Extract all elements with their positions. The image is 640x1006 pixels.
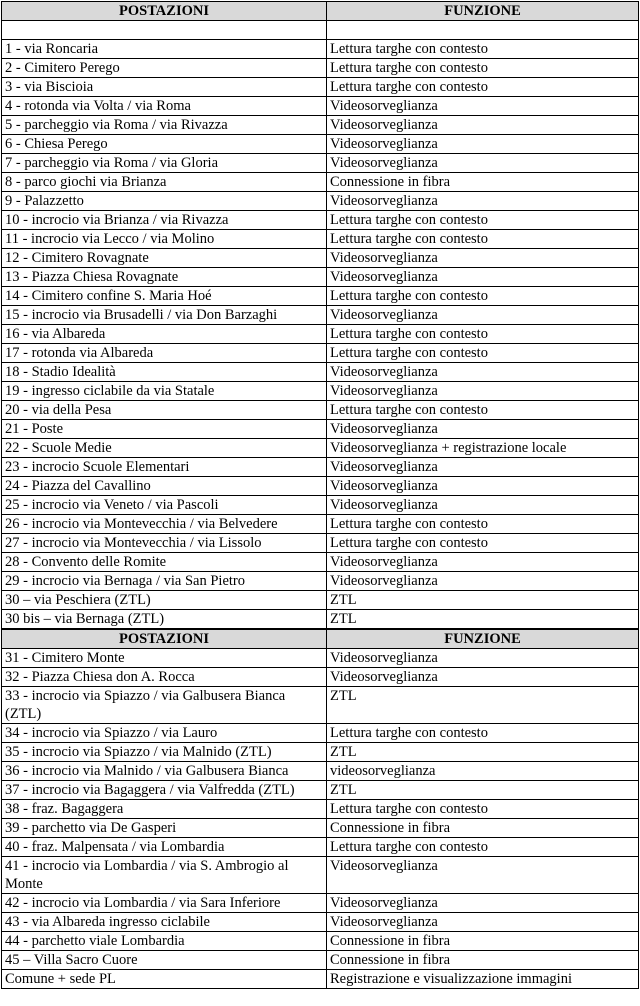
postazione-cell: 37 - incrocio via Bagaggera / via Valfredda (ZTL) (2, 781, 327, 800)
postazione-cell: 34 - incrocio via Spiazzo / via Lauro (2, 724, 327, 743)
table-row (2, 97, 639, 116)
postazione-cell: 13 - Piazza Chiesa Rovagnate (2, 268, 327, 287)
funzione-cell: Videosorveglianza (327, 857, 639, 894)
postazione-cell: 23 - incrocio Scuole Elementari (2, 458, 327, 477)
postazione-cell: 24 - Piazza del Cavallino (2, 477, 327, 496)
table-row (2, 819, 639, 838)
table-row (2, 970, 639, 989)
postazione-cell: 32 - Piazza Chiesa don A. Rocca (2, 668, 327, 687)
postazione-cell: 45 – Villa Sacro Cuore (2, 951, 327, 970)
table-row (2, 401, 639, 420)
table-row (2, 382, 639, 401)
table-row (2, 344, 639, 363)
table-row (2, 572, 639, 591)
header-postazioni: POSTAZIONI (2, 2, 327, 21)
postazione-cell: 6 - Chiesa Perego (2, 135, 327, 154)
funzione-cell: Videosorveglianza (327, 458, 639, 477)
postazione-cell: 7 - parcheggio via Roma / via Gloria (2, 154, 327, 173)
funzione-cell: Lettura targhe con contesto (327, 230, 639, 249)
table-row (2, 268, 639, 287)
table-row (2, 838, 639, 857)
postazione-cell: 17 - rotonda via Albareda (2, 344, 327, 363)
funzione-cell: Lettura targhe con contesto (327, 401, 639, 420)
postazione-cell: 20 - via della Pesa (2, 401, 327, 420)
table-row (2, 668, 639, 687)
funzione-cell: Lettura targhe con contesto (327, 287, 639, 306)
funzione-cell: Lettura targhe con contesto (327, 40, 639, 59)
table-row (2, 496, 639, 515)
funzione-cell: Videosorveglianza (327, 420, 639, 439)
document-page (1, 1, 638, 989)
table-row (2, 439, 639, 458)
postazione-cell: 39 - parchetto via De Gasperi (2, 819, 327, 838)
table-row (2, 192, 639, 211)
funzione-cell: Videosorveglianza (327, 154, 639, 173)
postazione-cell: 29 - incrocio via Bernaga / via San Pietro (2, 572, 327, 591)
funzione-cell: Connessione in fibra (327, 932, 639, 951)
table-row (2, 173, 639, 192)
postazione-cell: 22 - Scuole Medie (2, 439, 327, 458)
funzione-cell: Lettura targhe con contesto (327, 534, 639, 553)
funzione-cell: Videosorveglianza (327, 268, 639, 287)
funzione-cell: Videosorveglianza (327, 894, 639, 913)
funzione-cell: Lettura targhe con contesto (327, 211, 639, 230)
table-row (2, 894, 639, 913)
table-row (2, 287, 639, 306)
funzione-cell: Videosorveglianza (327, 116, 639, 135)
funzione-cell: Lettura targhe con contesto (327, 724, 639, 743)
postazione-cell: 8 - parco giochi via Brianza (2, 173, 327, 192)
header-postazioni: POSTAZIONI (2, 629, 327, 649)
funzione-cell: Connessione in fibra (327, 173, 639, 192)
table-row (2, 249, 639, 268)
funzione-cell: Lettura targhe con contesto (327, 838, 639, 857)
funzione-cell: Videosorveglianza (327, 477, 639, 496)
table-row (2, 951, 639, 970)
blank-cell (2, 21, 327, 40)
postazione-cell: 12 - Cimitero Rovagnate (2, 249, 327, 268)
postazione-cell: 33 - incrocio via Spiazzo / via Galbusera Bianca (ZTL) (2, 687, 327, 724)
table-row (2, 420, 639, 439)
table-row (2, 913, 639, 932)
table-row (2, 59, 639, 78)
postazione-cell: 5 - parcheggio via Roma / via Rivazza (2, 116, 327, 135)
postazione-cell: 42 - incrocio via Lombardia / via Sara Inferiore (2, 894, 327, 913)
funzione-cell: Connessione in fibra (327, 819, 639, 838)
postazione-cell: 11 - incrocio via Lecco / via Molino (2, 230, 327, 249)
postazioni-table (1, 1, 639, 989)
funzione-cell: Videosorveglianza (327, 249, 639, 268)
table-row (2, 458, 639, 477)
table-row (2, 534, 639, 553)
postazione-cell: 19 - ingresso ciclabile da via Statale (2, 382, 327, 401)
funzione-cell: Videosorveglianza (327, 382, 639, 401)
table-row (2, 591, 639, 610)
postazione-cell: 28 - Convento delle Romite (2, 553, 327, 572)
table-row (2, 553, 639, 572)
funzione-cell: videosorveglianza (327, 762, 639, 781)
funzione-cell: Lettura targhe con contesto (327, 800, 639, 819)
table-row (2, 363, 639, 382)
funzione-cell: Lettura targhe con contesto (327, 344, 639, 363)
funzione-cell: Videosorveglianza (327, 668, 639, 687)
funzione-cell: Videosorveglianza (327, 572, 639, 591)
funzione-cell: Videosorveglianza + registrazione locale (327, 439, 639, 458)
funzione-cell: Lettura targhe con contesto (327, 59, 639, 78)
postazione-cell: 15 - incrocio via Brusadelli / via Don Barzaghi (2, 306, 327, 325)
table-row (2, 743, 639, 762)
postazione-cell: 30 bis – via Bernaga (ZTL) (2, 610, 327, 630)
postazione-cell: 41 - incrocio via Lombardia / via S. Ambrogio al Monte (2, 857, 327, 894)
header-funzione: FUNZIONE (327, 629, 639, 649)
table-row (2, 135, 639, 154)
funzione-cell: ZTL (327, 687, 639, 724)
postazione-cell: 1 - via Roncaria (2, 40, 327, 59)
header-funzione: FUNZIONE (327, 2, 639, 21)
postazione-cell: 35 - incrocio via Spiazzo / via Malnido (ZTL) (2, 743, 327, 762)
table-row (2, 932, 639, 951)
funzione-cell: Lettura targhe con contesto (327, 515, 639, 534)
funzione-cell: Videosorveglianza (327, 363, 639, 382)
funzione-cell: ZTL (327, 610, 639, 630)
funzione-cell: Videosorveglianza (327, 496, 639, 515)
postazione-cell: 30 – via Peschiera (ZTL) (2, 591, 327, 610)
funzione-cell: Registrazione e visualizzazione immagini (327, 970, 639, 989)
funzione-cell: Lettura targhe con contesto (327, 325, 639, 344)
table-row (2, 724, 639, 743)
funzione-cell: Lettura targhe con contesto (327, 78, 639, 97)
table-row (2, 857, 639, 894)
blank-cell (327, 21, 639, 40)
funzione-cell: ZTL (327, 591, 639, 610)
table-row (2, 154, 639, 173)
postazione-cell: 40 - fraz. Malpensata / via Lombardia (2, 838, 327, 857)
table-row (2, 78, 639, 97)
postazione-cell: 3 - via Biscioia (2, 78, 327, 97)
table-row (2, 306, 639, 325)
table-row (2, 762, 639, 781)
table-row (2, 687, 639, 724)
table-row (2, 800, 639, 819)
blank-row (2, 21, 639, 40)
table-row (2, 781, 639, 800)
funzione-cell: ZTL (327, 781, 639, 800)
table-row (2, 515, 639, 534)
postazione-cell: 43 - via Albareda ingresso ciclabile (2, 913, 327, 932)
table-row (2, 230, 639, 249)
table-row (2, 649, 639, 668)
postazione-cell: 16 - via Albareda (2, 325, 327, 344)
postazione-cell: 4 - rotonda via Volta / via Roma (2, 97, 327, 116)
postazione-cell: 21 - Poste (2, 420, 327, 439)
postazione-cell: 44 - parchetto viale Lombardia (2, 932, 327, 951)
postazione-cell: 25 - incrocio via Veneto / via Pascoli (2, 496, 327, 515)
funzione-cell: Videosorveglianza (327, 553, 639, 572)
table-body (2, 2, 639, 989)
postazione-cell: 2 - Cimitero Perego (2, 59, 327, 78)
table-row (2, 477, 639, 496)
funzione-cell: Videosorveglianza (327, 306, 639, 325)
postazione-cell: 14 - Cimitero confine S. Maria Hoé (2, 287, 327, 306)
header-row (2, 2, 639, 21)
header-row-repeat (2, 629, 639, 649)
postazione-cell: 27 - incrocio via Montevecchia / via Lissolo (2, 534, 327, 553)
table-row (2, 116, 639, 135)
postazione-cell: 9 - Palazzetto (2, 192, 327, 211)
table-row (2, 211, 639, 230)
table-row (2, 325, 639, 344)
postazione-cell: 31 - Cimitero Monte (2, 649, 327, 668)
funzione-cell: Videosorveglianza (327, 97, 639, 116)
funzione-cell: Videosorveglianza (327, 192, 639, 211)
funzione-cell: Videosorveglianza (327, 135, 639, 154)
postazione-cell: 36 - incrocio via Malnido / via Galbusera Bianca (2, 762, 327, 781)
table-row (2, 610, 639, 630)
funzione-cell: Videosorveglianza (327, 649, 639, 668)
postazione-cell: 38 - fraz. Bagaggera (2, 800, 327, 819)
postazione-cell: 10 - incrocio via Brianza / via Rivazza (2, 211, 327, 230)
funzione-cell: Videosorveglianza (327, 913, 639, 932)
funzione-cell: Connessione in fibra (327, 951, 639, 970)
postazione-cell: 18 - Stadio Idealità (2, 363, 327, 382)
postazione-cell: Comune + sede PL (2, 970, 327, 989)
table-row (2, 40, 639, 59)
funzione-cell: ZTL (327, 743, 639, 762)
postazione-cell: 26 - incrocio via Montevecchia / via Belvedere (2, 515, 327, 534)
